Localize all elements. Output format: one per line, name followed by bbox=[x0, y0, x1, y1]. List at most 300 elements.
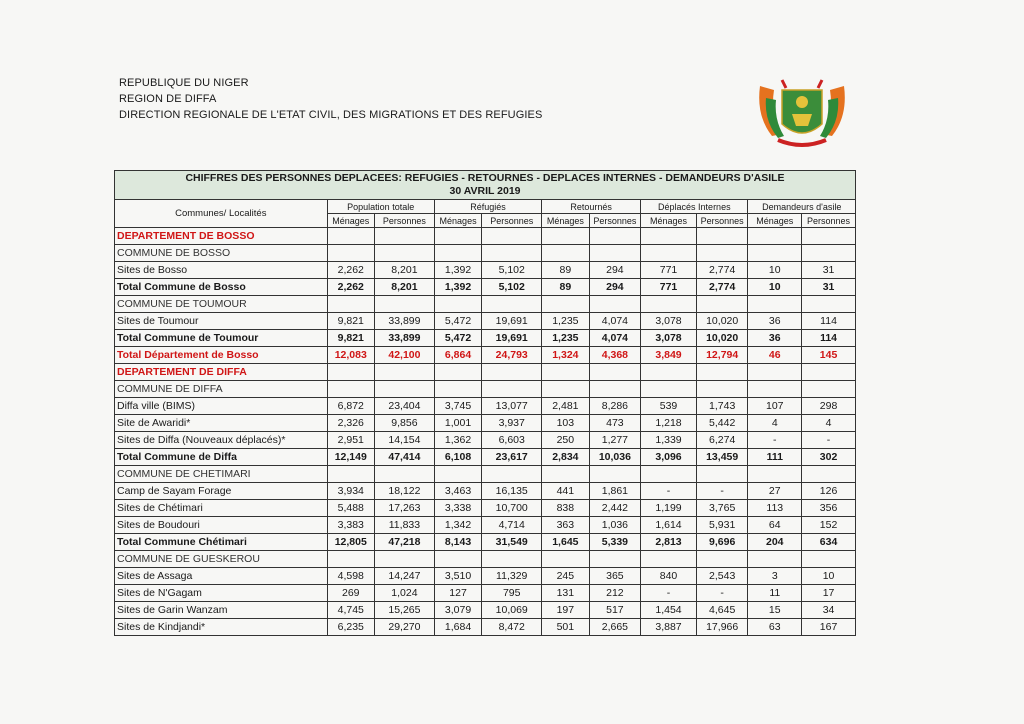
value-cell: 771 bbox=[641, 262, 697, 279]
value-cell: 2,481 bbox=[542, 398, 589, 415]
value-cell: 3,937 bbox=[482, 415, 542, 432]
value-cell: 145 bbox=[802, 347, 856, 364]
value-cell bbox=[482, 551, 542, 568]
value-cell bbox=[327, 466, 374, 483]
table-row-deptotal bbox=[115, 347, 856, 364]
value-cell: 2,543 bbox=[696, 568, 748, 585]
value-cell: 12,149 bbox=[327, 449, 374, 466]
value-cell: 33,899 bbox=[375, 313, 435, 330]
value-cell bbox=[641, 245, 697, 262]
value-cell: 8,286 bbox=[589, 398, 641, 415]
value-cell: 1,392 bbox=[434, 279, 481, 296]
value-cell: 356 bbox=[802, 500, 856, 517]
value-cell: 4,745 bbox=[327, 602, 374, 619]
value-cell bbox=[375, 364, 435, 381]
value-cell: 1,684 bbox=[434, 619, 481, 636]
value-cell: 46 bbox=[748, 347, 802, 364]
value-cell bbox=[696, 466, 748, 483]
value-cell: 15 bbox=[748, 602, 802, 619]
value-cell: 31 bbox=[802, 279, 856, 296]
value-cell bbox=[327, 551, 374, 568]
value-cell: 197 bbox=[542, 602, 589, 619]
value-cell: - bbox=[748, 432, 802, 449]
group-header-deplaces: Déplacés Internes bbox=[641, 200, 748, 214]
row-label: COMMUNE DE CHETIMARI bbox=[115, 466, 328, 483]
subheader-personnes: Personnes bbox=[802, 214, 856, 228]
value-cell: 2,813 bbox=[641, 534, 697, 551]
value-cell: 840 bbox=[641, 568, 697, 585]
header-direction: DIRECTION REGIONALE DE L'ETAT CIVIL, DES MIGRATIONS ET DES REFUGIES bbox=[119, 109, 543, 121]
value-cell bbox=[802, 296, 856, 313]
value-cell bbox=[748, 381, 802, 398]
value-cell: 17 bbox=[802, 585, 856, 602]
value-cell: 3,383 bbox=[327, 517, 374, 534]
value-cell: 63 bbox=[748, 619, 802, 636]
group-header-population: Population totale bbox=[327, 200, 434, 214]
group-header-demandeurs: Demandeurs d'asile bbox=[748, 200, 856, 214]
value-cell: 6,274 bbox=[696, 432, 748, 449]
value-cell bbox=[802, 381, 856, 398]
value-cell: 441 bbox=[542, 483, 589, 500]
value-cell bbox=[589, 551, 641, 568]
table-row-commune bbox=[115, 551, 856, 568]
value-cell: 114 bbox=[802, 313, 856, 330]
value-cell bbox=[589, 245, 641, 262]
value-cell: 127 bbox=[434, 585, 481, 602]
row-label: Sites de Toumour bbox=[115, 313, 328, 330]
value-cell: 5,442 bbox=[696, 415, 748, 432]
statistics-table-container bbox=[114, 170, 856, 636]
value-cell: 2,774 bbox=[696, 262, 748, 279]
value-cell bbox=[434, 381, 481, 398]
value-cell: - bbox=[696, 585, 748, 602]
value-cell: 4,645 bbox=[696, 602, 748, 619]
value-cell bbox=[375, 466, 435, 483]
value-cell bbox=[375, 551, 435, 568]
value-cell bbox=[434, 245, 481, 262]
table-row-site bbox=[115, 585, 856, 602]
subheader-menages: Ménages bbox=[641, 214, 697, 228]
row-label: Total Commune de Toumour bbox=[115, 330, 328, 347]
value-cell: 111 bbox=[748, 449, 802, 466]
value-cell bbox=[589, 228, 641, 245]
value-cell bbox=[802, 551, 856, 568]
value-cell: 33,899 bbox=[375, 330, 435, 347]
value-cell bbox=[802, 364, 856, 381]
value-cell bbox=[434, 466, 481, 483]
value-cell bbox=[641, 551, 697, 568]
value-cell: 5,472 bbox=[434, 313, 481, 330]
value-cell: 15,265 bbox=[375, 602, 435, 619]
table-row-site bbox=[115, 313, 856, 330]
value-cell: 47,218 bbox=[375, 534, 435, 551]
value-cell: 838 bbox=[542, 500, 589, 517]
subheader-menages: Ménages bbox=[327, 214, 374, 228]
value-cell: 365 bbox=[589, 568, 641, 585]
row-label: Sites de Assaga bbox=[115, 568, 328, 585]
value-cell: 9,856 bbox=[375, 415, 435, 432]
value-cell: 3,745 bbox=[434, 398, 481, 415]
table-row-total bbox=[115, 279, 856, 296]
value-cell: 12,805 bbox=[327, 534, 374, 551]
value-cell: 17,966 bbox=[696, 619, 748, 636]
value-cell: 1,235 bbox=[542, 330, 589, 347]
value-cell bbox=[641, 296, 697, 313]
subheader-personnes: Personnes bbox=[696, 214, 748, 228]
value-cell: 2,834 bbox=[542, 449, 589, 466]
value-cell: 245 bbox=[542, 568, 589, 585]
row-label: Total Commune de Diffa bbox=[115, 449, 328, 466]
value-cell bbox=[748, 551, 802, 568]
value-cell bbox=[696, 364, 748, 381]
table-row-site bbox=[115, 398, 856, 415]
value-cell: 16,135 bbox=[482, 483, 542, 500]
value-cell: 4 bbox=[748, 415, 802, 432]
row-label: Camp de Sayam Forage bbox=[115, 483, 328, 500]
value-cell: 3,887 bbox=[641, 619, 697, 636]
value-cell: 6,864 bbox=[434, 347, 481, 364]
value-cell bbox=[542, 228, 589, 245]
value-cell: 3,078 bbox=[641, 313, 697, 330]
value-cell: 13,459 bbox=[696, 449, 748, 466]
value-cell: 1,001 bbox=[434, 415, 481, 432]
value-cell: 3,096 bbox=[641, 449, 697, 466]
value-cell bbox=[327, 245, 374, 262]
row-label: Total Département de Bosso bbox=[115, 347, 328, 364]
subheader-menages: Ménages bbox=[434, 214, 481, 228]
value-cell: 47,414 bbox=[375, 449, 435, 466]
value-cell bbox=[542, 381, 589, 398]
document-header bbox=[119, 75, 542, 123]
group-header-retournes: Retournés bbox=[542, 200, 641, 214]
table-row-site bbox=[115, 619, 856, 636]
value-cell bbox=[748, 296, 802, 313]
value-cell bbox=[482, 381, 542, 398]
header-country: REPUBLIQUE DU NIGER bbox=[119, 77, 249, 89]
value-cell bbox=[434, 364, 481, 381]
row-label: Total Commune de Bosso bbox=[115, 279, 328, 296]
table-row-commune bbox=[115, 381, 856, 398]
subheader-personnes: Personnes bbox=[375, 214, 435, 228]
row-label: Sites de N'Gagam bbox=[115, 585, 328, 602]
table-row-commune bbox=[115, 245, 856, 262]
value-cell: 8,201 bbox=[375, 279, 435, 296]
table-title bbox=[115, 171, 856, 200]
value-cell: 2,262 bbox=[327, 262, 374, 279]
value-cell: 2,774 bbox=[696, 279, 748, 296]
row-label: Total Commune Chétimari bbox=[115, 534, 328, 551]
value-cell: 6,235 bbox=[327, 619, 374, 636]
table-row-dept bbox=[115, 364, 856, 381]
value-cell: 10,700 bbox=[482, 500, 542, 517]
table-row-site bbox=[115, 483, 856, 500]
value-cell: 250 bbox=[542, 432, 589, 449]
table-row-site bbox=[115, 432, 856, 449]
value-cell: 1,861 bbox=[589, 483, 641, 500]
value-cell: 212 bbox=[589, 585, 641, 602]
value-cell bbox=[434, 551, 481, 568]
value-cell: 1,342 bbox=[434, 517, 481, 534]
value-cell: 103 bbox=[542, 415, 589, 432]
value-cell: 1,362 bbox=[434, 432, 481, 449]
value-cell: 269 bbox=[327, 585, 374, 602]
value-cell bbox=[589, 381, 641, 398]
value-cell: 10 bbox=[748, 262, 802, 279]
value-cell: 2,951 bbox=[327, 432, 374, 449]
value-cell bbox=[696, 228, 748, 245]
value-cell: 5,339 bbox=[589, 534, 641, 551]
value-cell: 113 bbox=[748, 500, 802, 517]
value-cell: 1,235 bbox=[542, 313, 589, 330]
table-row-site bbox=[115, 262, 856, 279]
value-cell: 539 bbox=[641, 398, 697, 415]
value-cell: 9,821 bbox=[327, 313, 374, 330]
value-cell: 3,463 bbox=[434, 483, 481, 500]
header-region: REGION DE DIFFA bbox=[119, 93, 217, 105]
value-cell: 6,108 bbox=[434, 449, 481, 466]
value-cell: 17,263 bbox=[375, 500, 435, 517]
value-cell: - bbox=[641, 585, 697, 602]
value-cell: 3 bbox=[748, 568, 802, 585]
value-cell: 4 bbox=[802, 415, 856, 432]
value-cell: - bbox=[802, 432, 856, 449]
value-cell: 363 bbox=[542, 517, 589, 534]
row-label: Site de Awaridi* bbox=[115, 415, 328, 432]
value-cell: 8,472 bbox=[482, 619, 542, 636]
value-cell: 5,102 bbox=[482, 279, 542, 296]
row-label: Sites de Boudouri bbox=[115, 517, 328, 534]
value-cell: 4,714 bbox=[482, 517, 542, 534]
value-cell: 3,765 bbox=[696, 500, 748, 517]
displaced-persons-table bbox=[114, 170, 856, 636]
row-label: COMMUNE DE TOUMOUR bbox=[115, 296, 328, 313]
row-label: Sites de Garin Wanzam bbox=[115, 602, 328, 619]
value-cell: 19,691 bbox=[482, 330, 542, 347]
value-cell bbox=[327, 296, 374, 313]
value-cell: 18,122 bbox=[375, 483, 435, 500]
value-cell: 11,329 bbox=[482, 568, 542, 585]
value-cell bbox=[482, 364, 542, 381]
value-cell: 8,201 bbox=[375, 262, 435, 279]
group-header-refugies: Réfugiés bbox=[434, 200, 541, 214]
value-cell bbox=[327, 364, 374, 381]
value-cell: 795 bbox=[482, 585, 542, 602]
table-title-line1: CHIFFRES DES PERSONNES DEPLACEES: REFUGIES - RETOURNES - DEPLACES INTERNES - DEMANDEURS D'ASILE bbox=[185, 172, 785, 184]
value-cell: 42,100 bbox=[375, 347, 435, 364]
value-cell: 1,392 bbox=[434, 262, 481, 279]
value-cell: 11,833 bbox=[375, 517, 435, 534]
value-cell bbox=[748, 466, 802, 483]
value-cell bbox=[482, 296, 542, 313]
column-header-communes: Communes/ Localités bbox=[115, 200, 328, 228]
value-cell: 6,872 bbox=[327, 398, 374, 415]
table-row-site bbox=[115, 517, 856, 534]
value-cell bbox=[542, 466, 589, 483]
value-cell: 5,472 bbox=[434, 330, 481, 347]
row-label: DEPARTEMENT DE BOSSO bbox=[115, 228, 328, 245]
value-cell: 10,069 bbox=[482, 602, 542, 619]
value-cell: 14,154 bbox=[375, 432, 435, 449]
value-cell: 1,743 bbox=[696, 398, 748, 415]
row-label: COMMUNE DE DIFFA bbox=[115, 381, 328, 398]
table-row-site bbox=[115, 602, 856, 619]
value-cell: 11 bbox=[748, 585, 802, 602]
value-cell bbox=[542, 296, 589, 313]
value-cell: 23,404 bbox=[375, 398, 435, 415]
value-cell bbox=[802, 466, 856, 483]
value-cell bbox=[589, 296, 641, 313]
value-cell bbox=[542, 551, 589, 568]
value-cell: 5,102 bbox=[482, 262, 542, 279]
value-cell: 10 bbox=[802, 568, 856, 585]
table-title-date: 30 AVRIL 2019 bbox=[449, 185, 521, 197]
row-label: Sites de Diffa (Nouveaux déplacés)* bbox=[115, 432, 328, 449]
value-cell: 501 bbox=[542, 619, 589, 636]
value-cell: 1,645 bbox=[542, 534, 589, 551]
value-cell bbox=[696, 381, 748, 398]
table-row-total bbox=[115, 534, 856, 551]
row-label: DEPARTEMENT DE DIFFA bbox=[115, 364, 328, 381]
value-cell bbox=[696, 551, 748, 568]
value-cell bbox=[542, 245, 589, 262]
value-cell: 12,794 bbox=[696, 347, 748, 364]
value-cell: 114 bbox=[802, 330, 856, 347]
table-row-total bbox=[115, 330, 856, 347]
value-cell bbox=[482, 228, 542, 245]
value-cell: 64 bbox=[748, 517, 802, 534]
value-cell: 9,696 bbox=[696, 534, 748, 551]
value-cell: 294 bbox=[589, 279, 641, 296]
value-cell: 2,262 bbox=[327, 279, 374, 296]
value-cell: 31,549 bbox=[482, 534, 542, 551]
value-cell: 517 bbox=[589, 602, 641, 619]
value-cell bbox=[748, 245, 802, 262]
subheader-personnes: Personnes bbox=[589, 214, 641, 228]
value-cell bbox=[589, 364, 641, 381]
row-label: Diffa ville (BIMS) bbox=[115, 398, 328, 415]
value-cell: 36 bbox=[748, 313, 802, 330]
value-cell: 3,510 bbox=[434, 568, 481, 585]
value-cell bbox=[434, 228, 481, 245]
value-cell: 10 bbox=[748, 279, 802, 296]
value-cell: 19,691 bbox=[482, 313, 542, 330]
row-label: Sites de Chétimari bbox=[115, 500, 328, 517]
value-cell bbox=[802, 228, 856, 245]
value-cell: 2,326 bbox=[327, 415, 374, 432]
value-cell: 3,849 bbox=[641, 347, 697, 364]
value-cell: 23,617 bbox=[482, 449, 542, 466]
value-cell: 1,339 bbox=[641, 432, 697, 449]
value-cell: 4,598 bbox=[327, 568, 374, 585]
value-cell: 5,931 bbox=[696, 517, 748, 534]
table-row-site bbox=[115, 500, 856, 517]
table-row-commune bbox=[115, 296, 856, 313]
value-cell bbox=[482, 466, 542, 483]
value-cell: 89 bbox=[542, 279, 589, 296]
value-cell: 1,454 bbox=[641, 602, 697, 619]
row-label: COMMUNE DE BOSSO bbox=[115, 245, 328, 262]
value-cell: 5,488 bbox=[327, 500, 374, 517]
value-cell bbox=[748, 228, 802, 245]
value-cell bbox=[696, 296, 748, 313]
value-cell: 31 bbox=[802, 262, 856, 279]
value-cell: 36 bbox=[748, 330, 802, 347]
value-cell: 4,074 bbox=[589, 313, 641, 330]
value-cell: 10,036 bbox=[589, 449, 641, 466]
value-cell: 3,079 bbox=[434, 602, 481, 619]
value-cell: 89 bbox=[542, 262, 589, 279]
value-cell: 167 bbox=[802, 619, 856, 636]
subheader-menages: Ménages bbox=[542, 214, 589, 228]
subheader-menages: Ménages bbox=[748, 214, 802, 228]
table-row-total bbox=[115, 449, 856, 466]
coat-of-arms-emblem bbox=[752, 76, 852, 156]
table-row-site bbox=[115, 415, 856, 432]
value-cell: 3,078 bbox=[641, 330, 697, 347]
table-row-dept bbox=[115, 228, 856, 245]
value-cell: 1,614 bbox=[641, 517, 697, 534]
value-cell: 3,934 bbox=[327, 483, 374, 500]
value-cell bbox=[802, 245, 856, 262]
value-cell: 302 bbox=[802, 449, 856, 466]
value-cell: 107 bbox=[748, 398, 802, 415]
value-cell: - bbox=[696, 483, 748, 500]
value-cell: 2,442 bbox=[589, 500, 641, 517]
value-cell: 204 bbox=[748, 534, 802, 551]
value-cell: - bbox=[641, 483, 697, 500]
value-cell: 1,218 bbox=[641, 415, 697, 432]
value-cell: 3,338 bbox=[434, 500, 481, 517]
value-cell: 1,036 bbox=[589, 517, 641, 534]
value-cell: 24,793 bbox=[482, 347, 542, 364]
value-cell: 27 bbox=[748, 483, 802, 500]
value-cell: 12,083 bbox=[327, 347, 374, 364]
value-cell: 126 bbox=[802, 483, 856, 500]
value-cell: 473 bbox=[589, 415, 641, 432]
value-cell bbox=[375, 245, 435, 262]
value-cell: 1,024 bbox=[375, 585, 435, 602]
table-row-commune bbox=[115, 466, 856, 483]
row-label: Sites de Kindjandi* bbox=[115, 619, 328, 636]
value-cell bbox=[696, 245, 748, 262]
value-cell: 298 bbox=[802, 398, 856, 415]
value-cell: 634 bbox=[802, 534, 856, 551]
value-cell: 771 bbox=[641, 279, 697, 296]
row-label: Sites de Bosso bbox=[115, 262, 328, 279]
table-row-site bbox=[115, 568, 856, 585]
value-cell: 1,199 bbox=[641, 500, 697, 517]
value-cell bbox=[641, 381, 697, 398]
value-cell bbox=[542, 364, 589, 381]
value-cell: 1,324 bbox=[542, 347, 589, 364]
subheader-personnes: Personnes bbox=[482, 214, 542, 228]
value-cell: 10,020 bbox=[696, 313, 748, 330]
value-cell: 131 bbox=[542, 585, 589, 602]
value-cell: 13,077 bbox=[482, 398, 542, 415]
value-cell bbox=[641, 466, 697, 483]
value-cell: 1,277 bbox=[589, 432, 641, 449]
value-cell: 8,143 bbox=[434, 534, 481, 551]
value-cell bbox=[641, 228, 697, 245]
value-cell: 152 bbox=[802, 517, 856, 534]
value-cell: 4,368 bbox=[589, 347, 641, 364]
row-label: COMMUNE DE GUESKEROU bbox=[115, 551, 328, 568]
value-cell: 294 bbox=[589, 262, 641, 279]
value-cell: 6,603 bbox=[482, 432, 542, 449]
value-cell: 4,074 bbox=[589, 330, 641, 347]
value-cell bbox=[641, 364, 697, 381]
value-cell: 14,247 bbox=[375, 568, 435, 585]
